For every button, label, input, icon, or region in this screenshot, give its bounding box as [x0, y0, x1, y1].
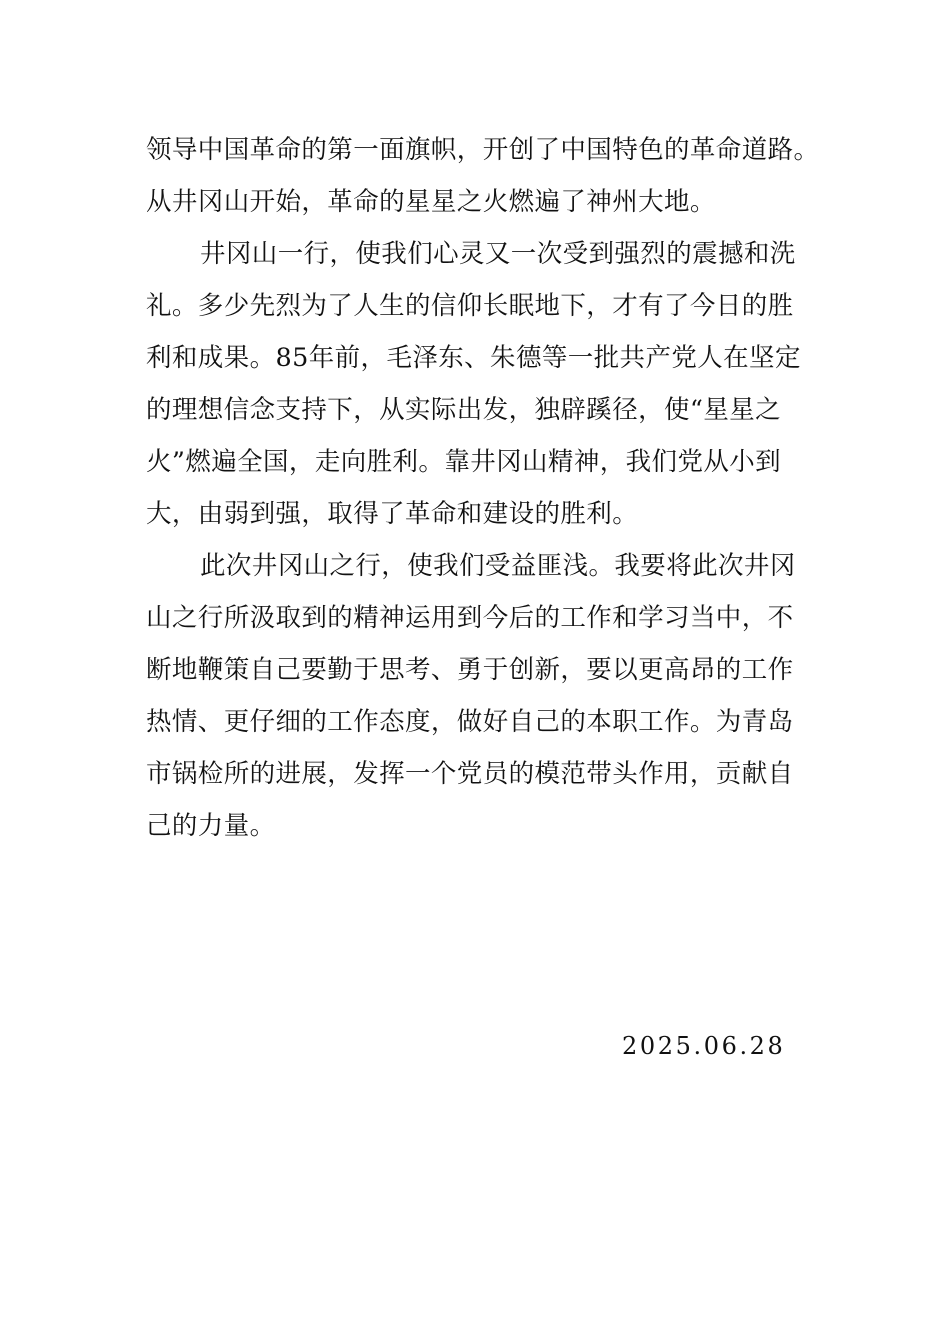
paragraph-line: 热情、更仔细的工作态度，做好自己的本职工作。为青岛 [146, 707, 794, 737]
paragraph-2 [146, 228, 801, 540]
paragraph-line: 领导中国革命的第一面旗帜，开创了中国特色的革命道路。 [146, 135, 820, 165]
paragraph-line: 从井冈山开始，革命的星星之火燃遍了神州大地。 [146, 187, 716, 217]
paragraph-line: 的理想信念支持下，从实际出发，独辟蹊径，使“星星之 [146, 395, 782, 425]
paragraph-line: 断地鞭策自己要勤于思考、勇于创新，要以更高昂的工作 [146, 655, 794, 685]
paragraph-line: 利和成果。85年前，毛泽东、朱德等一批共产党人在坚定 [146, 343, 801, 373]
paragraph-line: 此次井冈山之行，使我们受益匪浅。我要将此次井冈 [200, 551, 796, 581]
paragraph-line: 己的力量。 [146, 811, 276, 841]
paragraph-line: 市锅检所的进展，发挥一个党员的模范带头作用，贡献自 [146, 759, 794, 789]
paragraph-line: 山之行所汲取到的精神运用到今后的工作和学习当中，不 [146, 603, 794, 633]
document-date: 2025.06.28 [622, 1032, 786, 1060]
paragraph-line: 大，由弱到强，取得了革命和建设的胜利。 [146, 499, 639, 529]
paragraph-1 [146, 124, 820, 228]
paragraph-line: 火”燃遍全国，走向胜利。靠井冈山精神，我们党从小到 [146, 447, 782, 477]
document-body [146, 124, 820, 852]
paragraph-line: 井冈山一行，使我们心灵又一次受到强烈的震撼和洗 [200, 239, 796, 269]
paragraph-line: 礼。多少先烈为了人生的信仰长眠地下，才有了今日的胜 [146, 291, 794, 321]
paragraph-3 [146, 540, 796, 852]
